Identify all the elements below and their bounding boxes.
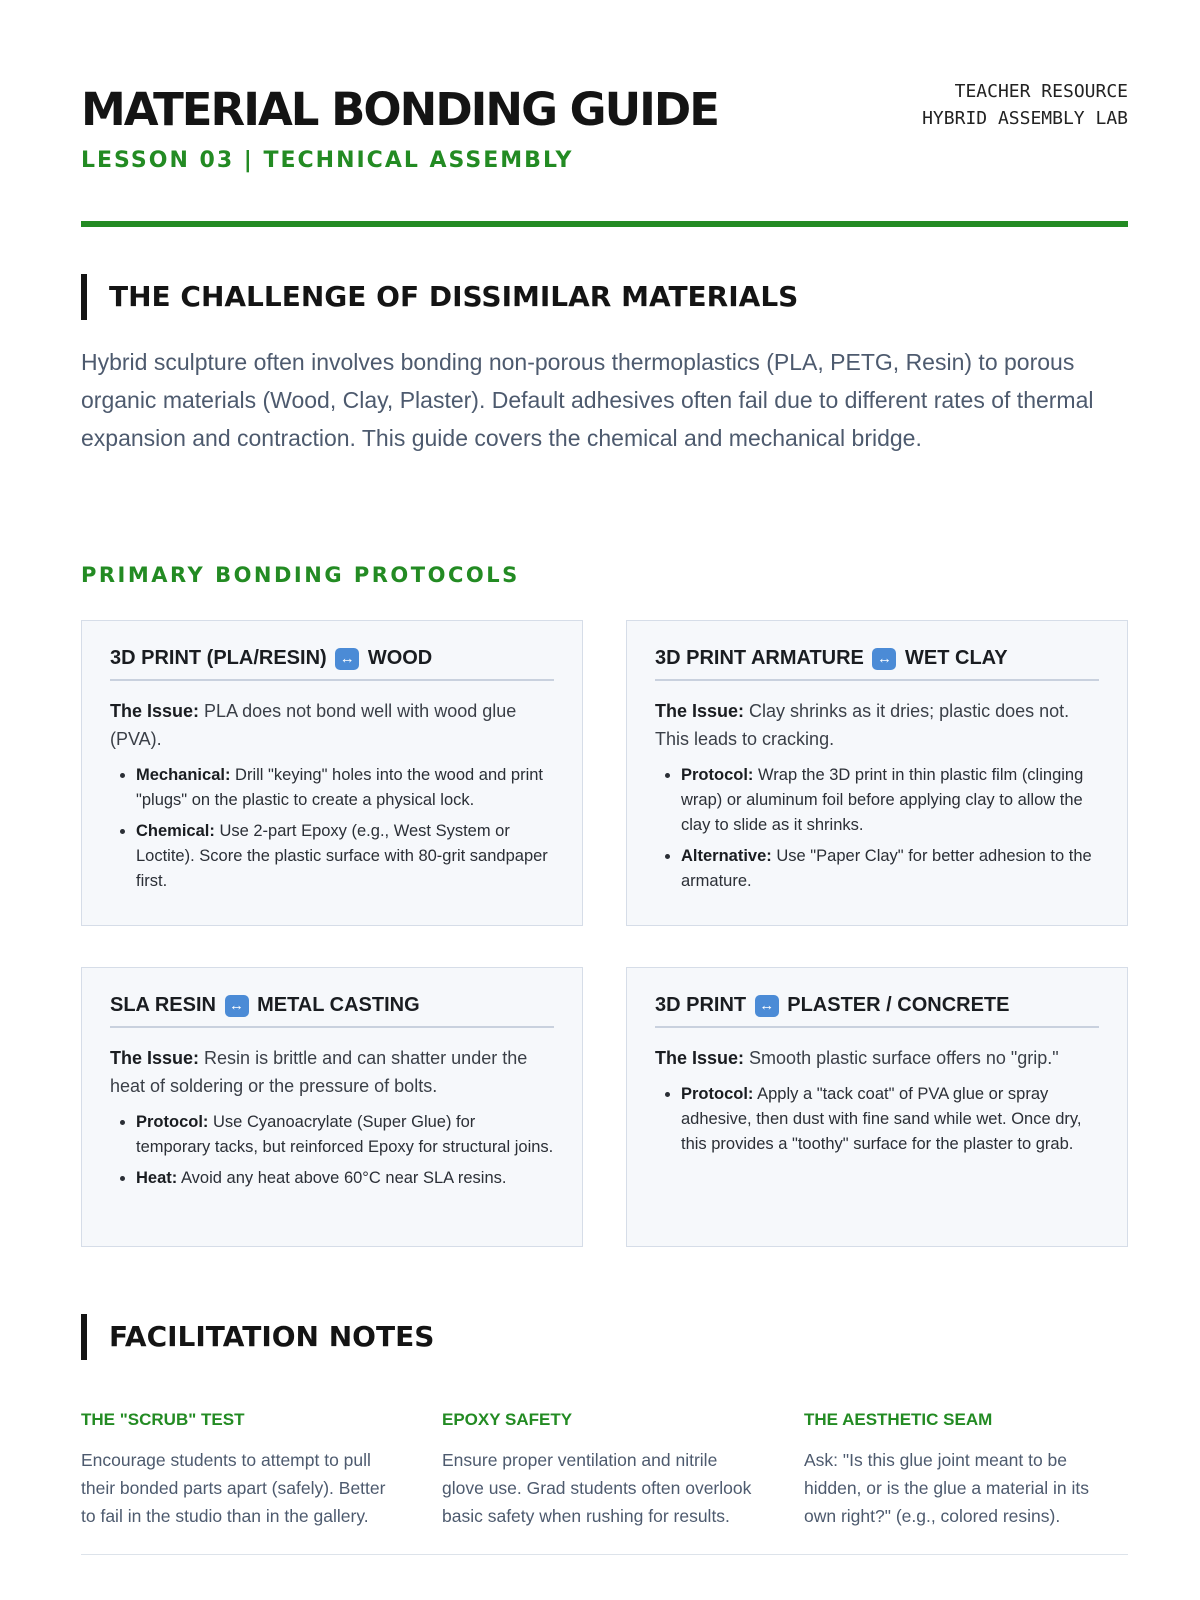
card-title: [110, 994, 554, 1028]
card-title-left: SLA RESIN: [110, 994, 216, 1016]
bullet-label: Protocol:: [681, 766, 754, 784]
note-title: THE "SCRUB" TEST: [81, 1410, 245, 1429]
card-title: [110, 647, 554, 681]
note-epoxy-safety: [442, 1410, 762, 1530]
note-title: THE AESTHETIC SEAM: [804, 1410, 993, 1429]
bullet-item: [136, 763, 554, 813]
lesson-subtitle: LESSON 03 | TECHNICAL ASSEMBLY: [81, 148, 574, 173]
bullet-text: Drill "keying" holes into the wood and print "plugs" on the plastic to create a physical lock.: [136, 766, 544, 809]
card-issue: [110, 1044, 554, 1100]
card-title-right: PLASTER / CONCRETE: [787, 994, 1010, 1016]
footer-divider: [81, 1554, 1128, 1555]
bullet-item: [681, 844, 1099, 894]
issue-text: Clay shrinks as it dries; plastic does not. This leads to cracking.: [655, 701, 1070, 749]
bullet-label: Chemical:: [136, 822, 215, 840]
facilitation-heading: FACILITATION NOTES: [81, 1314, 434, 1360]
card-title-left: 3D PRINT ARMATURE: [655, 647, 864, 669]
resource-line-1: TEACHER RESOURCE: [954, 81, 1128, 102]
note-title: EPOXY SAFETY: [442, 1410, 573, 1429]
note-aesthetic-seam: [804, 1410, 1124, 1530]
page: [81, 0, 1128, 1526]
note-body: Ask: "Is this glue joint meant to be hidden, or is the glue a material in its own right?" (e.g., colored resins).: [804, 1450, 1090, 1526]
card-title-left: 3D PRINT (PLA/RESIN): [110, 647, 327, 669]
protocol-card-plaster: [626, 967, 1128, 1247]
header-divider: [81, 221, 1128, 227]
issue-label: The Issue:: [655, 1048, 745, 1068]
issue-label: The Issue:: [110, 1048, 200, 1068]
bullet-label: Protocol:: [136, 1113, 209, 1131]
protocol-card-wood: [81, 620, 583, 926]
bullet-text: Wrap the 3D print in thin plastic film (clinging wrap) or aluminum foil before applying clay to allow the clay to slide as it shrinks.: [681, 766, 1084, 834]
card-title: [655, 994, 1099, 1028]
bullet-label: Heat:: [136, 1169, 178, 1187]
bullet-text: Apply a "tack coat" of PVA glue or spray adhesive, then dust with fine sand while wet. Once dry, this provides a "toothy" surface for the plaster to grab.: [681, 1085, 1082, 1153]
bullet-text: Use 2-part Epoxy (e.g., West System or Loctite). Score the plastic surface with 80-grit sandpaper first.: [136, 822, 548, 890]
challenge-heading: THE CHALLENGE OF DISSIMILAR MATERIALS: [81, 274, 798, 320]
swap-arrows-icon: ↔: [872, 648, 896, 670]
card-title-right: WET CLAY: [905, 647, 1008, 669]
bullet-item: [136, 1166, 554, 1191]
issue-text: PLA does not bond well with wood glue (PVA).: [110, 701, 517, 749]
card-title-left: 3D PRINT: [655, 994, 747, 1016]
resource-line-2: HYBRID ASSEMBLY LAB: [922, 108, 1128, 129]
bullet-label: Alternative:: [681, 847, 772, 865]
swap-arrows-icon: ↔: [225, 995, 249, 1017]
page-title: MATERIAL BONDING GUIDE: [81, 83, 718, 136]
issue-label: The Issue:: [110, 701, 200, 721]
card-bullets: [655, 763, 1099, 894]
card-title-right: WOOD: [367, 647, 433, 669]
card-issue: [655, 697, 1099, 753]
protocols-label: PRIMARY BONDING PROTOCOLS: [81, 563, 520, 587]
challenge-intro: Hybrid sculpture often involves bonding non-porous thermoplastics (PLA, PETG, Resin) to porous organic materials (Wood, Clay, Plaster). Default adhesives often fail due to different rates of thermal expansion and contraction. This guide covers the chemical and mechanical bridge.: [81, 349, 1094, 451]
card-bullets: [110, 763, 554, 894]
protocol-card-metal: [81, 967, 583, 1247]
protocol-card-clay: [626, 620, 1128, 926]
note-body: Ensure proper ventilation and nitrile glove use. Grad students often overlook basic safety when rushing for results.: [442, 1450, 752, 1526]
note-scrub-test: [81, 1410, 401, 1530]
card-issue: [110, 697, 554, 753]
bullet-text: Avoid any heat above 60°C near SLA resins.: [180, 1169, 507, 1187]
swap-arrows-icon: ↔: [335, 648, 359, 670]
header: [81, 0, 1128, 230]
bullet-label: Mechanical:: [136, 766, 231, 784]
note-body: Encourage students to attempt to pull their bonded parts apart (safely). Better to fail in the studio than in the gallery.: [81, 1450, 386, 1526]
card-bullets: [110, 1110, 554, 1191]
card-bullets: [655, 1082, 1099, 1157]
card-issue: [655, 1044, 1099, 1072]
issue-text: Resin is brittle and can shatter under the heat of soldering or the pressure of bolts.: [110, 1048, 528, 1096]
bullet-label: Protocol:: [681, 1085, 754, 1103]
bullet-item: [136, 1110, 554, 1160]
resource-tag: [922, 78, 1128, 132]
bullet-text: Use Cyanoacrylate (Super Glue) for temporary tacks, but reinforced Epoxy for structural joins.: [136, 1113, 554, 1156]
bullet-item: [681, 1082, 1099, 1157]
card-title: [655, 647, 1099, 681]
swap-arrows-icon: ↔: [755, 995, 779, 1017]
issue-text: Smooth plastic surface offers no "grip.": [749, 1048, 1059, 1068]
bullet-item: [681, 763, 1099, 838]
bullet-item: [136, 819, 554, 894]
issue-label: The Issue:: [655, 701, 745, 721]
card-title-right: METAL CASTING: [257, 994, 420, 1016]
bullet-text: Use "Paper Clay" for better adhesion to the armature.: [681, 847, 1092, 890]
